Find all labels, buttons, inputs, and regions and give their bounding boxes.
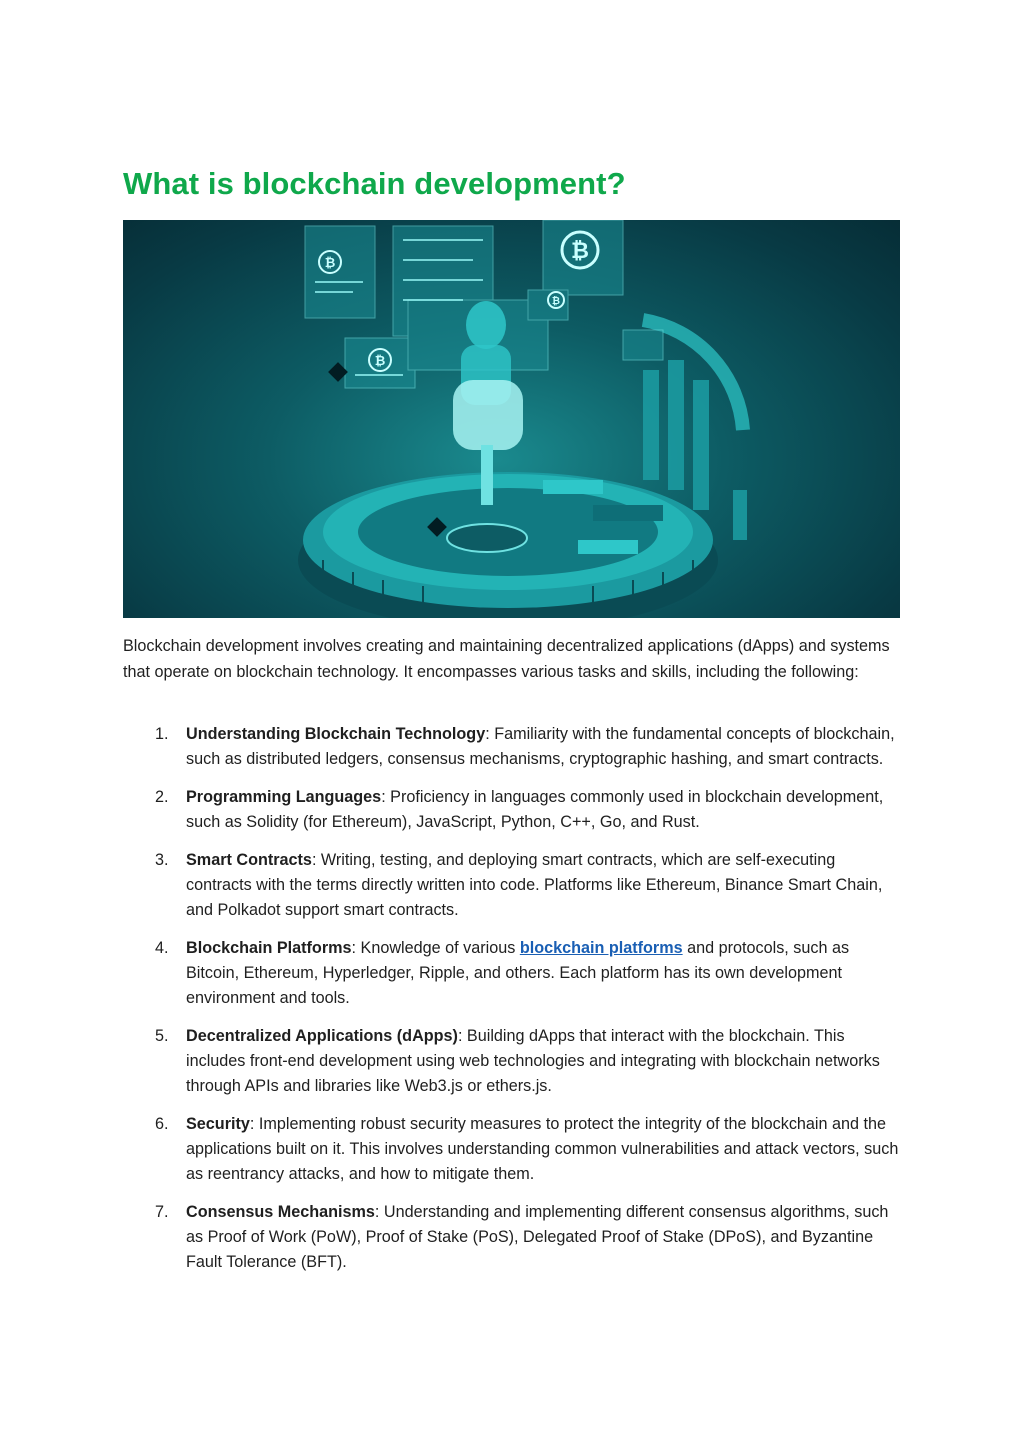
- list-number: 3.: [155, 851, 169, 869]
- list-text: : Building dApps that interact with the blockchain. This includes front-end development using web technologies and integrating with blockchain networks through APIs and libraries like Web3.js or ethers.js.: [186, 1027, 880, 1095]
- list-text: : Writing, testing, and deploying smart contracts, which are self-executing contracts with the terms directly written into code. Platforms like Ethereum, Binance Smart Chain, and Polkadot support smart contracts.: [186, 851, 883, 919]
- svg-text:₿: ₿: [571, 239, 589, 264]
- blockchain-platforms-link[interactable]: blockchain platforms: [519, 939, 683, 957]
- list-item: [123, 722, 903, 772]
- svg-text:₿: ₿: [324, 256, 336, 271]
- list-term: Smart Contracts: [186, 851, 312, 869]
- page-title: What is blockchain development?: [123, 166, 626, 201]
- hero-image: [123, 220, 900, 618]
- list-item: [123, 848, 903, 923]
- list-item: [123, 785, 903, 835]
- list-number: 5.: [155, 1027, 169, 1045]
- list-term: Understanding Blockchain Technology: [186, 725, 486, 743]
- list-text: : Proficiency in languages commonly used in blockchain development, such as Solidity (for Ethereum), JavaScript, Python, C++, Go, and Rust.: [186, 788, 884, 831]
- list-text: : Familiarity with the fundamental concepts of blockchain, such as distributed ledgers, consensus mechanisms, cryptographic hashing, and smart contracts.: [186, 725, 895, 768]
- list-text: : Implementing robust security measures to protect the integrity of the blockchain and the applications built on it. This involves understanding common vulnerabilities and attack vectors, such as reentrancy attacks, and how to mitigate them.: [186, 1115, 899, 1183]
- list-text: : Knowledge of various: [351, 939, 520, 957]
- list-number: 4.: [155, 939, 169, 957]
- list-term: Blockchain Platforms: [186, 939, 352, 957]
- list-number: 7.: [155, 1203, 169, 1221]
- list-term: Decentralized Applications (dApps): [186, 1027, 458, 1045]
- list-item: [123, 936, 903, 1011]
- skills-list: [123, 722, 903, 1288]
- list-item: [123, 1200, 903, 1275]
- list-text: and protocols, such as Bitcoin, Ethereum, Hyperledger, Ripple, and others. Each platform has its own development environment and tools.: [186, 939, 850, 1007]
- list-term: Security: [186, 1115, 250, 1133]
- list-number: 1.: [155, 725, 169, 743]
- list-term: Consensus Mechanisms: [186, 1203, 375, 1221]
- list-item: [123, 1112, 903, 1187]
- list-number: 6.: [155, 1115, 169, 1133]
- list-term: Programming Languages: [186, 788, 382, 806]
- svg-text:₿: ₿: [551, 296, 561, 307]
- svg-text:₿: ₿: [374, 354, 386, 369]
- list-item: [123, 1024, 903, 1099]
- intro-paragraph: Blockchain development involves creating and maintaining decentralized applications (dApps) and systems that operate on blockchain technology. It encompasses various tasks and skills, including the following:: [123, 637, 890, 681]
- list-number: 2.: [155, 788, 169, 806]
- list-text: : Understanding and implementing different consensus algorithms, such as Proof of Work (PoW), Proof of Stake (PoS), Delegated Proof of Stake (DPoS), and Byzantine Fault Tolerance (BFT).: [186, 1203, 889, 1271]
